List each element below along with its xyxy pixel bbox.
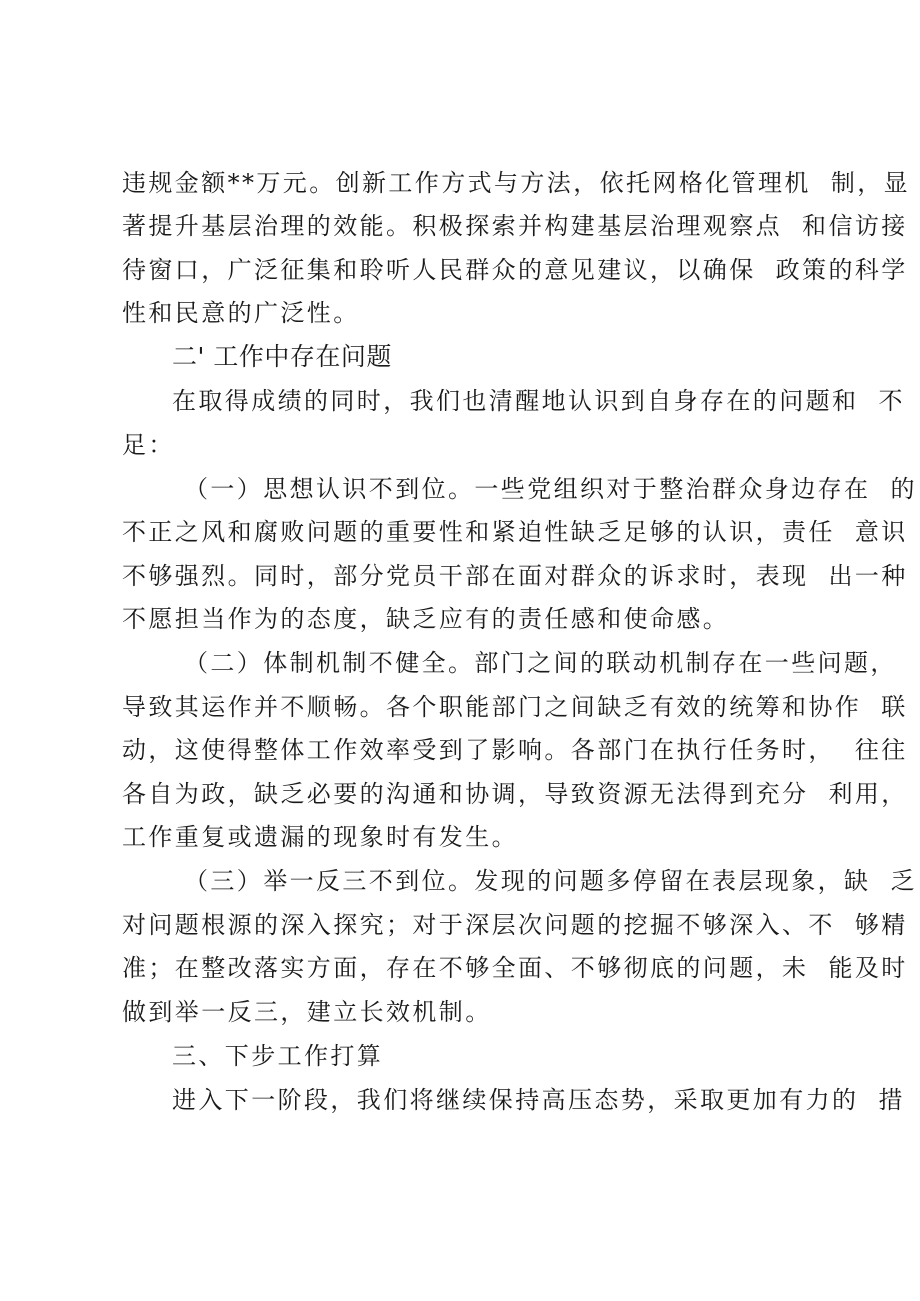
paragraph-line: 足： [122,431,175,459]
paragraph-line: 在取得成绩的同时，我们也清醒地认识到自身存在的问题和 不 [172,387,905,415]
paragraph-line: 不正之风和腐败问题的重要性和紧迫性缺乏足够的认识，责任 意识 [122,518,908,546]
paragraph-line: 工作重复或遗漏的现象时有发生。 [122,823,518,851]
section-heading: 三、下步工作打算 [172,1042,384,1070]
paragraph-line: 导致其运作并不顺畅。各个职能部门之间缺乏有效的统筹和协作 联 [122,693,908,721]
paragraph-line: 动，这使得整体工作效率受到了影响。各部门在执行任务时， 往往 [122,736,908,764]
paragraph-line: 各自为政，缺乏必要的沟通和协调，导致资源无法得到充分 利用， [122,780,908,808]
paragraph-line: 待窗口，广泛征集和聆听人民群众的意见建议，以确保 政策的科学 [122,256,908,284]
paragraph-line: 对问题根源的深入探究；对于深层次问题的挖掘不够深入、不 够精 [122,911,908,939]
paragraph-line: 不够强烈。同时，部分党员干部在面对群众的诉求时，表现 出一种 [122,562,908,590]
paragraph-line: 著提升基层治理的效能。积极探索并构建基层治理观察点 和信访接 [122,212,908,240]
paragraph-line: 做到举一反三，建立长效机制。 [122,998,492,1026]
section-heading: 二' 工作中存在问题 [172,342,392,371]
paragraph-line: 进入下一阶段，我们将继续保持高压态势，采取更加有力的 措 [172,1086,905,1114]
paragraph-line: （一）思想认识不到位。一些党组织对于整治群众身边存在 的 [184,475,917,503]
paragraph-line: （三）举一反三不到位。发现的问题多停留在表层现象，缺 乏 [184,867,917,895]
paragraph-line: 性和民意的广泛性。 [122,299,360,327]
paragraph-line: 准；在整改落实方面，存在不够全面、不够彻底的问题，未 能及时 [122,954,908,982]
paragraph-line: 违规金额**万元。创新工作方式与方法，依托网格化管理机 制，显 [122,169,911,197]
paragraph-line: 不愿担当作为的态度，缺乏应有的责任感和使命感。 [122,605,730,633]
paragraph-line: （二）体制机制不健全。部门之间的联动机制存在一些问题， [184,649,897,677]
